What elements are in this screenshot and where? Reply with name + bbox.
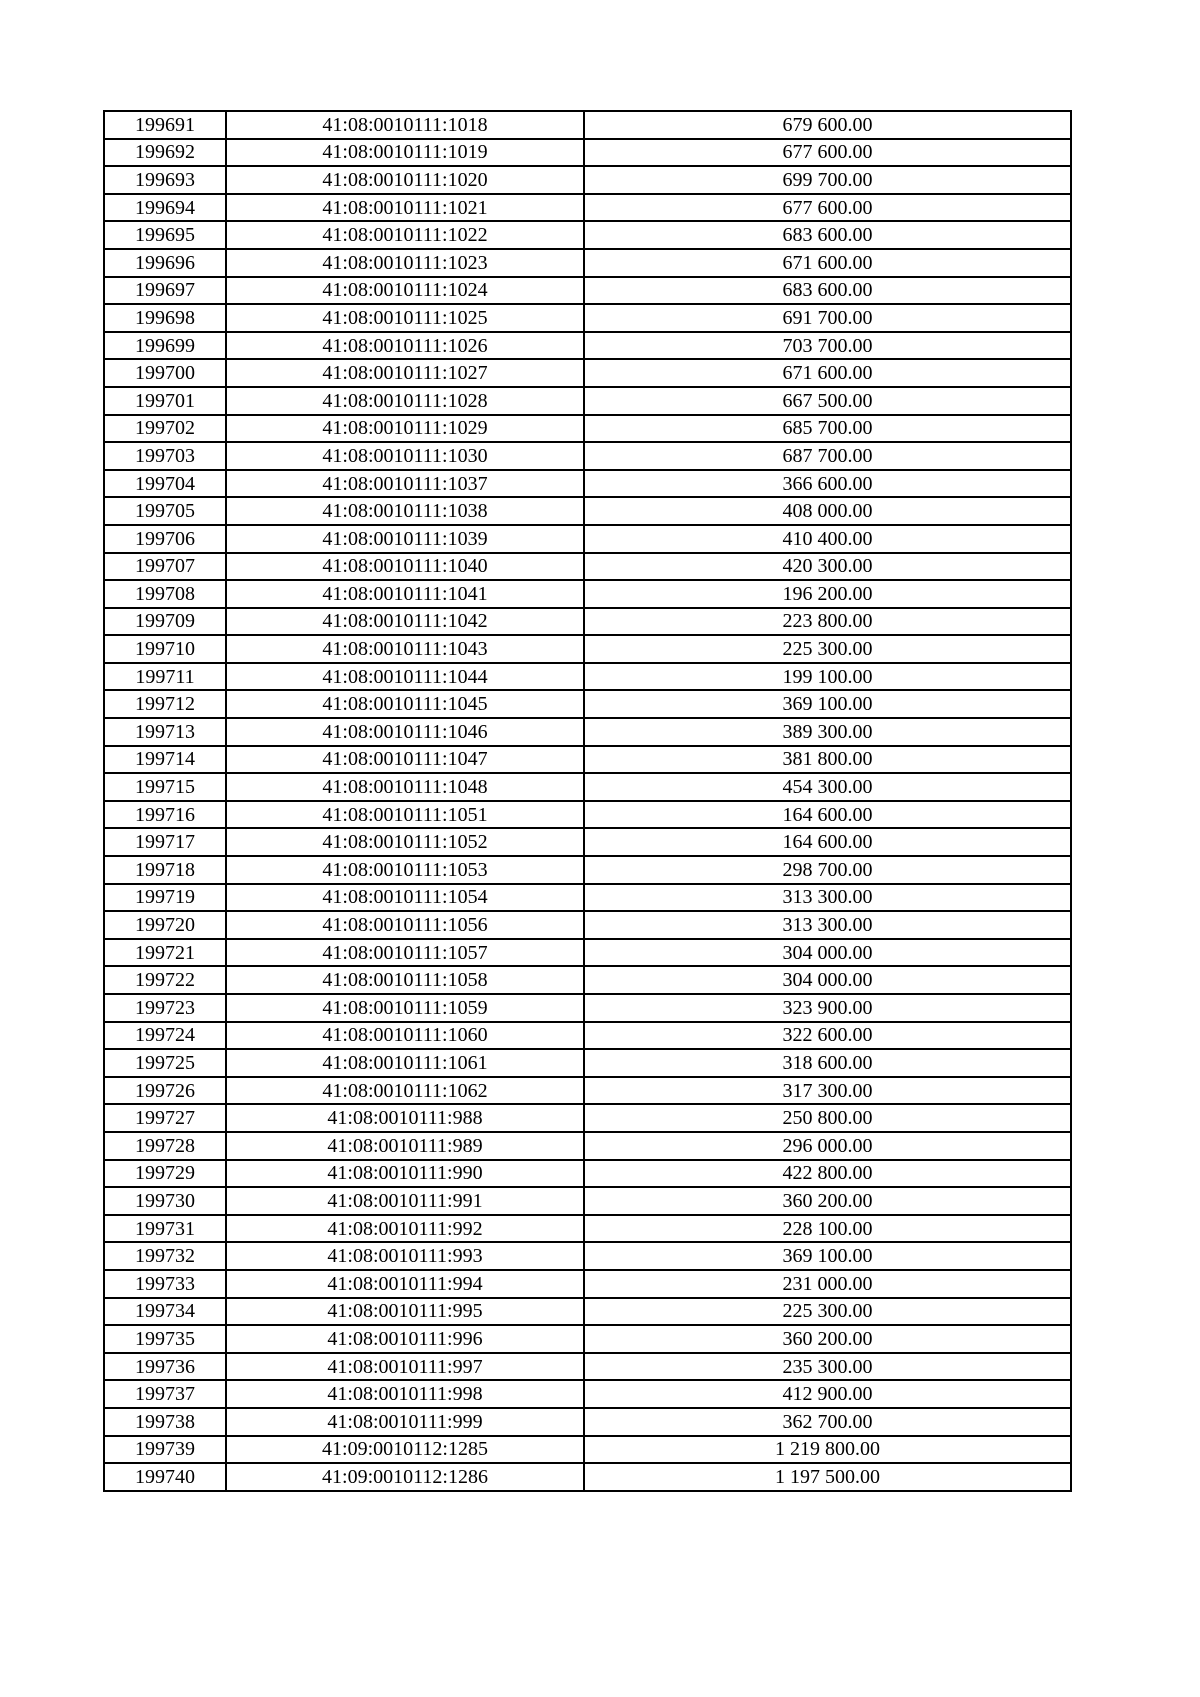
cadastral-number-cell: 41:08:0010111:1041 <box>226 580 584 608</box>
cadastral-number-cell: 41:08:0010111:1046 <box>226 718 584 746</box>
row-number-cell: 199738 <box>104 1408 226 1436</box>
table-row <box>104 139 1071 167</box>
cadastral-number-cell: 41:08:0010111:1056 <box>226 911 584 939</box>
table-row <box>104 718 1071 746</box>
cadastral-number-cell: 41:09:0010112:1286 <box>226 1463 584 1491</box>
row-number-cell: 199701 <box>104 387 226 415</box>
cadastral-number-cell: 41:08:0010111:1042 <box>226 608 584 636</box>
cadastral-value-cell: 699 700.00 <box>584 166 1071 194</box>
cadastral-value-cell: 1 219 800.00 <box>584 1436 1071 1464</box>
table-row <box>104 1353 1071 1381</box>
row-number-cell: 199722 <box>104 966 226 994</box>
table-row <box>104 773 1071 801</box>
table-row <box>104 553 1071 581</box>
cadastral-number-cell: 41:08:0010111:1057 <box>226 939 584 967</box>
row-number-cell: 199710 <box>104 635 226 663</box>
cadastral-value-cell: 313 300.00 <box>584 911 1071 939</box>
cadastral-value-cell: 685 700.00 <box>584 415 1071 443</box>
cadastral-value-cell: 231 000.00 <box>584 1270 1071 1298</box>
table-row <box>104 277 1071 305</box>
cadastral-value-cell: 164 600.00 <box>584 828 1071 856</box>
cadastral-number-cell: 41:08:0010111:993 <box>226 1242 584 1270</box>
table-row <box>104 1077 1071 1105</box>
cadastral-value-cell: 298 700.00 <box>584 856 1071 884</box>
cadastral-value-cell: 296 000.00 <box>584 1132 1071 1160</box>
table-body <box>104 111 1071 1491</box>
cadastral-value-cell: 679 600.00 <box>584 111 1071 139</box>
table-row <box>104 663 1071 691</box>
table-row <box>104 1132 1071 1160</box>
cadastral-value-cell: 304 000.00 <box>584 966 1071 994</box>
row-number-cell: 199734 <box>104 1298 226 1326</box>
row-number-cell: 199725 <box>104 1049 226 1077</box>
cadastral-number-cell: 41:08:0010111:1023 <box>226 249 584 277</box>
cadastral-number-cell: 41:08:0010111:1052 <box>226 828 584 856</box>
row-number-cell: 199731 <box>104 1215 226 1243</box>
table-row <box>104 801 1071 829</box>
cadastral-value-cell: 389 300.00 <box>584 718 1071 746</box>
cadastral-number-cell: 41:08:0010111:1061 <box>226 1049 584 1077</box>
row-number-cell: 199729 <box>104 1160 226 1188</box>
row-number-cell: 199726 <box>104 1077 226 1105</box>
table-row <box>104 249 1071 277</box>
cadastral-value-cell: 223 800.00 <box>584 608 1071 636</box>
table-row <box>104 1104 1071 1132</box>
cadastral-value-cell: 683 600.00 <box>584 221 1071 249</box>
cadastral-number-cell: 41:08:0010111:998 <box>226 1380 584 1408</box>
cadastral-value-cell: 1 197 500.00 <box>584 1463 1071 1491</box>
cadastral-number-cell: 41:08:0010111:1024 <box>226 277 584 305</box>
cadastral-value-cell: 196 200.00 <box>584 580 1071 608</box>
cadastral-number-cell: 41:08:0010111:1039 <box>226 525 584 553</box>
cadastral-value-cell: 677 600.00 <box>584 194 1071 222</box>
cadastral-value-cell: 360 200.00 <box>584 1187 1071 1215</box>
cadastral-number-cell: 41:08:0010111:1019 <box>226 139 584 167</box>
cadastral-number-cell: 41:08:0010111:989 <box>226 1132 584 1160</box>
cadastral-value-cell: 369 100.00 <box>584 1242 1071 1270</box>
cadastral-number-cell: 41:08:0010111:1027 <box>226 359 584 387</box>
row-number-cell: 199703 <box>104 442 226 470</box>
table-row <box>104 111 1071 139</box>
cadastral-number-cell: 41:09:0010112:1285 <box>226 1436 584 1464</box>
row-number-cell: 199711 <box>104 663 226 691</box>
cadastral-value-cell: 691 700.00 <box>584 304 1071 332</box>
cadastral-number-cell: 41:08:0010111:999 <box>226 1408 584 1436</box>
table-row <box>104 828 1071 856</box>
cadastral-value-cell: 667 500.00 <box>584 387 1071 415</box>
cadastral-number-cell: 41:08:0010111:1028 <box>226 387 584 415</box>
cadastral-number-cell: 41:08:0010111:1037 <box>226 470 584 498</box>
table-row <box>104 1242 1071 1270</box>
row-number-cell: 199737 <box>104 1380 226 1408</box>
table-row <box>104 608 1071 636</box>
cadastral-number-cell: 41:08:0010111:1043 <box>226 635 584 663</box>
cadastral-number-cell: 41:08:0010111:997 <box>226 1353 584 1381</box>
row-number-cell: 199694 <box>104 194 226 222</box>
cadastral-number-cell: 41:08:0010111:1020 <box>226 166 584 194</box>
row-number-cell: 199698 <box>104 304 226 332</box>
cadastral-value-cell: 225 300.00 <box>584 1298 1071 1326</box>
cadastral-value-cell: 318 600.00 <box>584 1049 1071 1077</box>
row-number-cell: 199704 <box>104 470 226 498</box>
cadastral-value-cell: 412 900.00 <box>584 1380 1071 1408</box>
table-row <box>104 332 1071 360</box>
table-row <box>104 1408 1071 1436</box>
row-number-cell: 199708 <box>104 580 226 608</box>
cadastral-number-cell: 41:08:0010111:1048 <box>226 773 584 801</box>
table-row <box>104 580 1071 608</box>
row-number-cell: 199740 <box>104 1463 226 1491</box>
cadastral-number-cell: 41:08:0010111:1044 <box>226 663 584 691</box>
table-row <box>104 1160 1071 1188</box>
cadastral-value-cell: 671 600.00 <box>584 359 1071 387</box>
table-row <box>104 1436 1071 1464</box>
cadastral-number-cell: 41:08:0010111:1038 <box>226 497 584 525</box>
cadastral-number-cell: 41:08:0010111:988 <box>226 1104 584 1132</box>
row-number-cell: 199736 <box>104 1353 226 1381</box>
cadastral-number-cell: 41:08:0010111:1051 <box>226 801 584 829</box>
cadastral-value-cell: 304 000.00 <box>584 939 1071 967</box>
row-number-cell: 199739 <box>104 1436 226 1464</box>
table-row <box>104 1270 1071 1298</box>
table-row <box>104 1049 1071 1077</box>
cadastral-value-cell: 410 400.00 <box>584 525 1071 553</box>
cadastral-number-cell: 41:08:0010111:1025 <box>226 304 584 332</box>
row-number-cell: 199692 <box>104 139 226 167</box>
cadastral-number-cell: 41:08:0010111:1018 <box>226 111 584 139</box>
cadastral-value-cell: 422 800.00 <box>584 1160 1071 1188</box>
row-number-cell: 199724 <box>104 1022 226 1050</box>
cadastral-value-cell: 313 300.00 <box>584 884 1071 912</box>
cadastral-number-cell: 41:08:0010111:995 <box>226 1298 584 1326</box>
cadastral-value-cell: 250 800.00 <box>584 1104 1071 1132</box>
row-number-cell: 199699 <box>104 332 226 360</box>
cadastral-number-cell: 41:08:0010111:1030 <box>226 442 584 470</box>
table-row <box>104 746 1071 774</box>
cadastral-value-cell: 683 600.00 <box>584 277 1071 305</box>
row-number-cell: 199696 <box>104 249 226 277</box>
cadastral-number-cell: 41:08:0010111:1058 <box>226 966 584 994</box>
table-row <box>104 415 1071 443</box>
cadastral-value-cell: 322 600.00 <box>584 1022 1071 1050</box>
row-number-cell: 199735 <box>104 1325 226 1353</box>
row-number-cell: 199691 <box>104 111 226 139</box>
table-row <box>104 911 1071 939</box>
cadastral-value-cell: 235 300.00 <box>584 1353 1071 1381</box>
cadastral-number-cell: 41:08:0010111:1021 <box>226 194 584 222</box>
table-row <box>104 387 1071 415</box>
cadastral-number-cell: 41:08:0010111:1062 <box>226 1077 584 1105</box>
cadastral-number-cell: 41:08:0010111:1060 <box>226 1022 584 1050</box>
table-row <box>104 525 1071 553</box>
row-number-cell: 199697 <box>104 277 226 305</box>
table-row <box>104 1022 1071 1050</box>
table-row <box>104 1187 1071 1215</box>
row-number-cell: 199714 <box>104 746 226 774</box>
cadastral-number-cell: 41:08:0010111:1054 <box>226 884 584 912</box>
row-number-cell: 199721 <box>104 939 226 967</box>
table-row <box>104 442 1071 470</box>
row-number-cell: 199695 <box>104 221 226 249</box>
row-number-cell: 199706 <box>104 525 226 553</box>
cadastral-number-cell: 41:08:0010111:1022 <box>226 221 584 249</box>
table-row <box>104 635 1071 663</box>
row-number-cell: 199717 <box>104 828 226 856</box>
table-row <box>104 1325 1071 1353</box>
cadastral-value-cell: 362 700.00 <box>584 1408 1071 1436</box>
cadastral-value-cell: 369 100.00 <box>584 690 1071 718</box>
cadastral-number-cell: 41:08:0010111:1029 <box>226 415 584 443</box>
row-number-cell: 199732 <box>104 1242 226 1270</box>
cadastral-value-cell: 164 600.00 <box>584 801 1071 829</box>
cadastral-number-cell: 41:08:0010111:1053 <box>226 856 584 884</box>
row-number-cell: 199719 <box>104 884 226 912</box>
cadastral-number-cell: 41:08:0010111:990 <box>226 1160 584 1188</box>
table-row <box>104 166 1071 194</box>
row-number-cell: 199705 <box>104 497 226 525</box>
row-number-cell: 199728 <box>104 1132 226 1160</box>
table-row <box>104 304 1071 332</box>
row-number-cell: 199727 <box>104 1104 226 1132</box>
row-number-cell: 199720 <box>104 911 226 939</box>
table-row <box>104 1298 1071 1326</box>
row-number-cell: 199713 <box>104 718 226 746</box>
row-number-cell: 199693 <box>104 166 226 194</box>
cadastral-value-cell: 366 600.00 <box>584 470 1071 498</box>
cadastral-number-cell: 41:08:0010111:991 <box>226 1187 584 1215</box>
row-number-cell: 199718 <box>104 856 226 884</box>
row-number-cell: 199730 <box>104 1187 226 1215</box>
cadastral-value-cell: 323 900.00 <box>584 994 1071 1022</box>
cadastral-value-table <box>103 110 1072 1492</box>
row-number-cell: 199712 <box>104 690 226 718</box>
table-row <box>104 966 1071 994</box>
table-row <box>104 194 1071 222</box>
table-row <box>104 221 1071 249</box>
row-number-cell: 199709 <box>104 608 226 636</box>
row-number-cell: 199715 <box>104 773 226 801</box>
cadastral-value-cell: 199 100.00 <box>584 663 1071 691</box>
table-row <box>104 939 1071 967</box>
cadastral-number-cell: 41:08:0010111:1059 <box>226 994 584 1022</box>
table-row <box>104 856 1071 884</box>
cadastral-value-cell: 671 600.00 <box>584 249 1071 277</box>
row-number-cell: 199700 <box>104 359 226 387</box>
cadastral-value-cell: 228 100.00 <box>584 1215 1071 1243</box>
row-number-cell: 199716 <box>104 801 226 829</box>
cadastral-number-cell: 41:08:0010111:1026 <box>226 332 584 360</box>
cadastral-value-cell: 703 700.00 <box>584 332 1071 360</box>
table-row <box>104 994 1071 1022</box>
row-number-cell: 199702 <box>104 415 226 443</box>
row-number-cell: 199733 <box>104 1270 226 1298</box>
cadastral-number-cell: 41:08:0010111:1045 <box>226 690 584 718</box>
row-number-cell: 199723 <box>104 994 226 1022</box>
cadastral-number-cell: 41:08:0010111:992 <box>226 1215 584 1243</box>
cadastral-value-cell: 454 300.00 <box>584 773 1071 801</box>
cadastral-value-cell: 317 300.00 <box>584 1077 1071 1105</box>
table-row <box>104 470 1071 498</box>
cadastral-value-cell: 360 200.00 <box>584 1325 1071 1353</box>
cadastral-number-cell: 41:08:0010111:1040 <box>226 553 584 581</box>
cadastral-value-cell: 677 600.00 <box>584 139 1071 167</box>
cadastral-value-cell: 420 300.00 <box>584 553 1071 581</box>
cadastral-value-cell: 408 000.00 <box>584 497 1071 525</box>
cadastral-value-cell: 225 300.00 <box>584 635 1071 663</box>
table-row <box>104 497 1071 525</box>
table-row <box>104 1215 1071 1243</box>
cadastral-number-cell: 41:08:0010111:994 <box>226 1270 584 1298</box>
cadastral-value-cell: 687 700.00 <box>584 442 1071 470</box>
cadastral-value-cell: 381 800.00 <box>584 746 1071 774</box>
table-row <box>104 359 1071 387</box>
row-number-cell: 199707 <box>104 553 226 581</box>
cadastral-number-cell: 41:08:0010111:1047 <box>226 746 584 774</box>
table-row <box>104 884 1071 912</box>
table-row <box>104 1463 1071 1491</box>
cadastral-number-cell: 41:08:0010111:996 <box>226 1325 584 1353</box>
table-row <box>104 690 1071 718</box>
table-row <box>104 1380 1071 1408</box>
